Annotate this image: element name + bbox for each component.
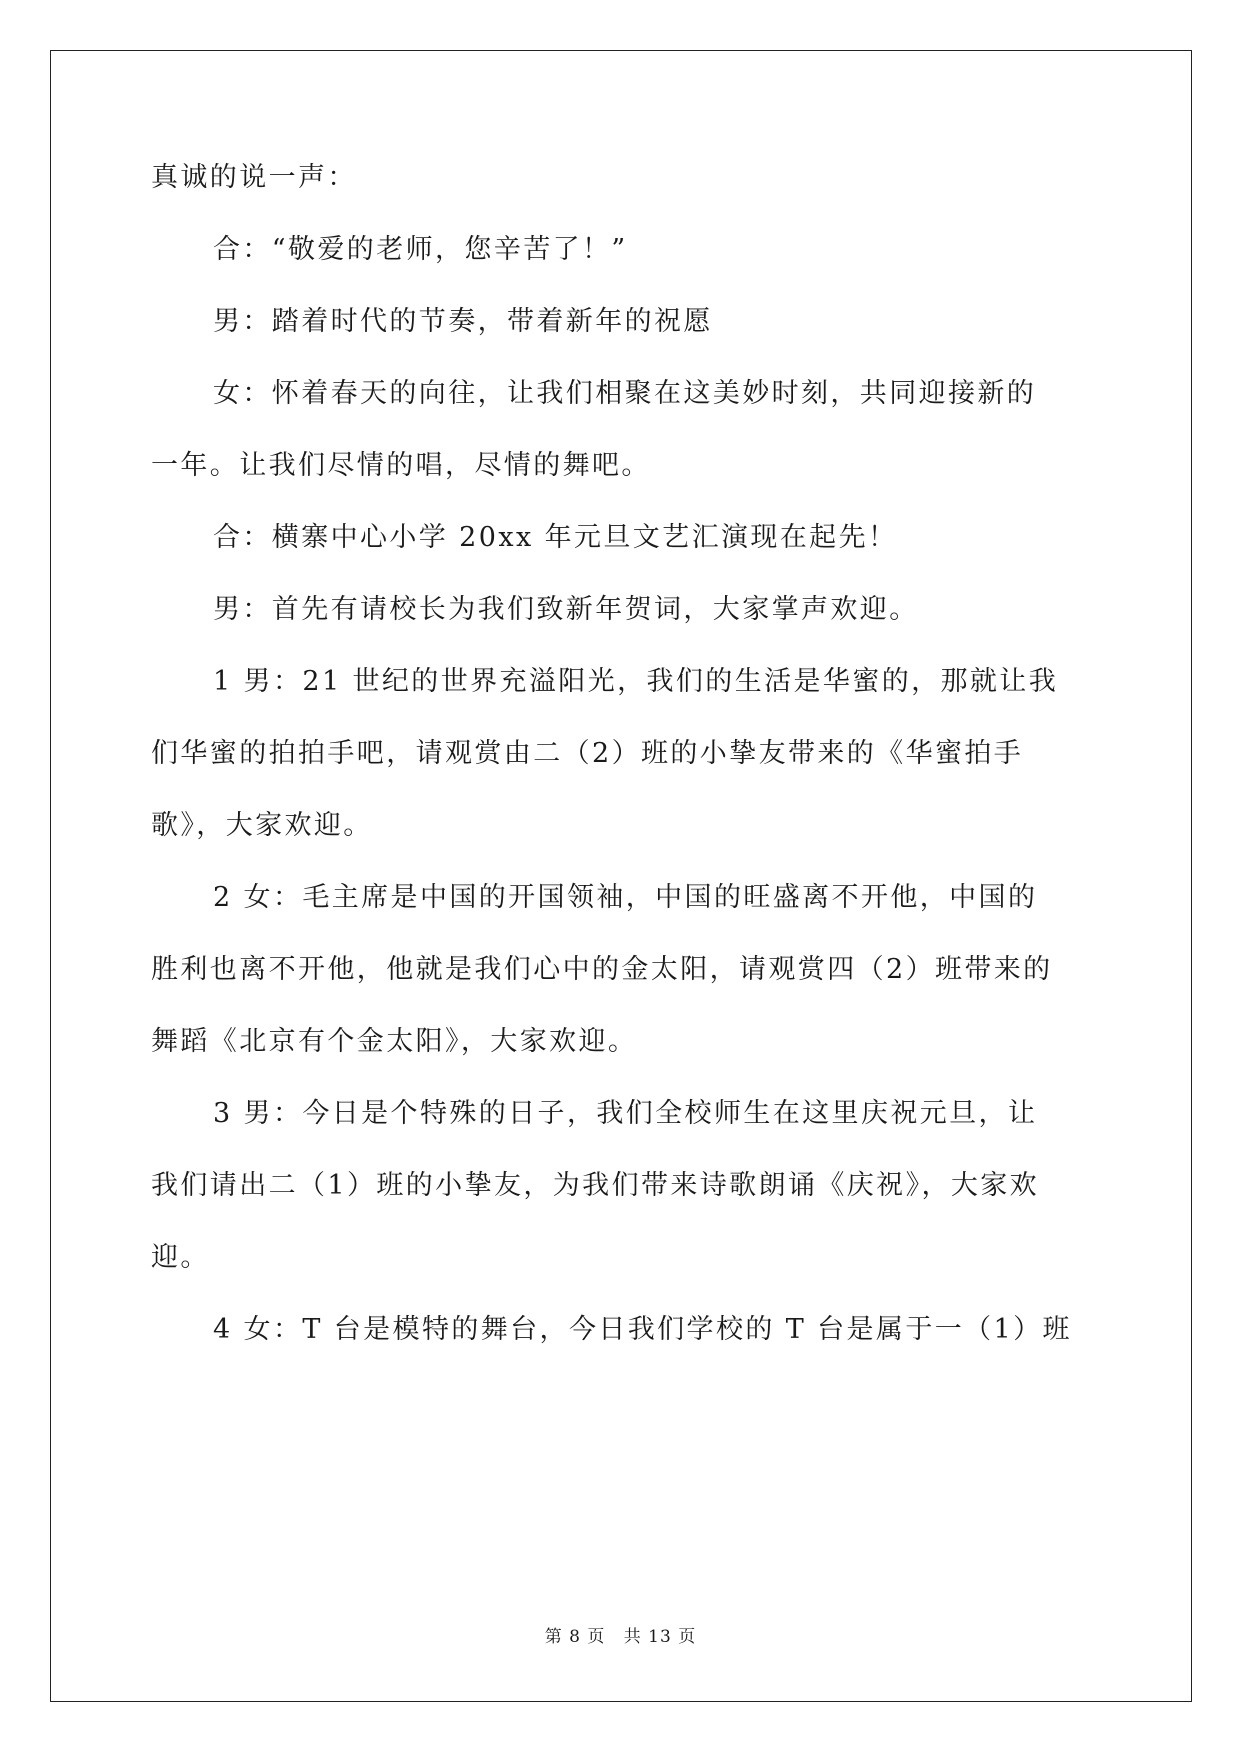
text-line: 一年。让我们尽情的唱，尽情的舞吧。 <box>151 450 651 481</box>
text-line: 我们请出二（1）班的小挚友，为我们带来诗歌朗诵《庆祝》，大家欢 <box>151 1170 1040 1201</box>
text-line: 真诚的说一声： <box>151 162 357 193</box>
page-border <box>50 50 1192 1702</box>
text-line: 合：横寨中心小学 20xx 年元旦文艺汇演现在起先！ <box>213 522 898 553</box>
text-line: 们华蜜的拍拍手吧，请观赏由二（2）班的小挚友带来的《华蜜拍手 <box>151 738 1024 769</box>
page-total: 共 13 页 <box>623 1627 697 1647</box>
text-line: 舞蹈《北京有个金太阳》，大家欢迎。 <box>151 1026 638 1057</box>
text-line: 女：怀着春天的向往，让我们相聚在这美妙时刻，共同迎接新的 <box>213 378 1037 409</box>
text-line: 男：首先有请校长为我们致新年贺词，大家掌声欢迎。 <box>213 594 919 625</box>
text-line: 1 男：21 世纪的世界充溢阳光，我们的生活是华蜜的，那就让我 <box>213 666 1059 697</box>
text-line: 4 女：T 台是模特的舞台，今日我们学校的 T 台是属于一（1）班 <box>213 1314 1072 1345</box>
text-line: 歌》，大家欢迎。 <box>151 810 373 841</box>
text-line: 2 女：毛主席是中国的开国领袖，中国的旺盛离不开他，中国的 <box>213 882 1038 913</box>
text-line: 迎。 <box>151 1242 210 1273</box>
text-line: 男：踏着时代的节奏，带着新年的祝愿 <box>213 306 713 337</box>
text-line: 胜利也离不开他，他就是我们心中的金太阳，请观赏四（2）班带来的 <box>151 954 1053 985</box>
text-line: 合：“敬爱的老师，您辛苦了！” <box>213 234 628 265</box>
text-line: 3 男：今日是个特殊的日子，我们全校师生在这里庆祝元旦，让 <box>213 1098 1038 1129</box>
page-number: 第 8 页 <box>544 1627 606 1647</box>
page-footer <box>0 1622 1241 1647</box>
